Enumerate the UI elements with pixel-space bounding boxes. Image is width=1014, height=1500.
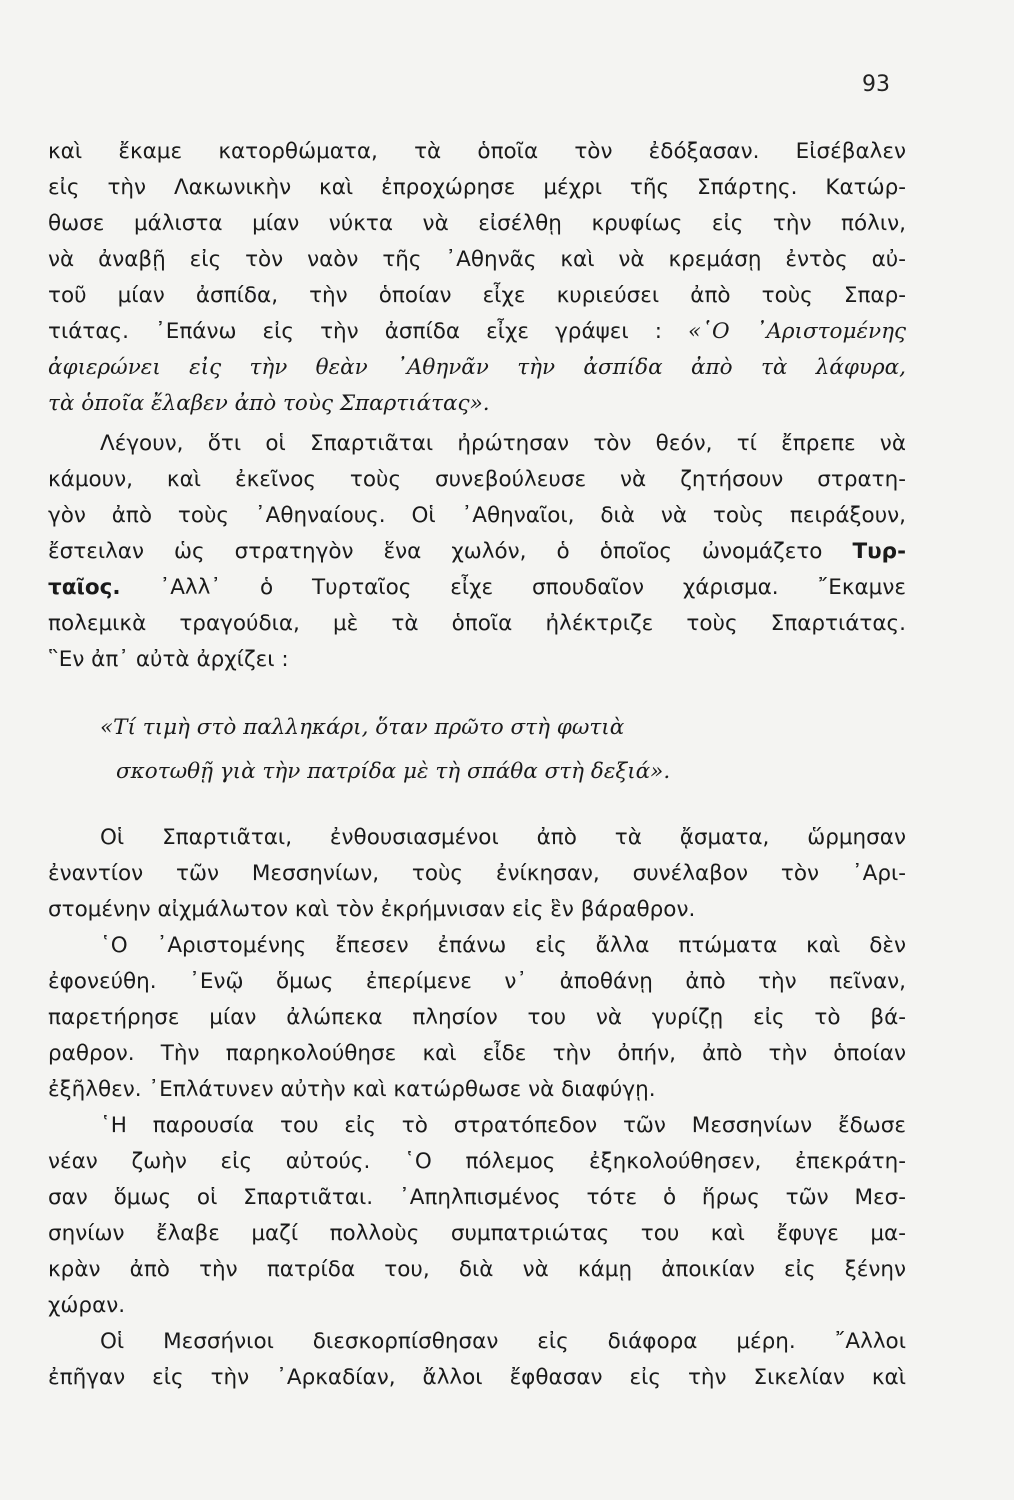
- poem-line: σκοτωθῇ γιὰ τὴν πατρίδα μὲ τὴ σπάθα στὴ δεξιά».: [116, 759, 671, 784]
- text-line: χώραν.: [48, 1293, 126, 1318]
- text-line: κρὰν ἀπὸ τὴν πατρίδα του, διὰ νὰ κάμῃ ἀποικίαν εἰς ξένην: [48, 1257, 906, 1282]
- text-line: νέαν ζωὴν εἰς αὐτούς. ῾Ο πόλεμος ἐξηκολούθησεν, ἐπεκράτη-: [48, 1149, 906, 1174]
- text-line: ῝Εν ἀπ᾿ αὐτὰ ἀρχίζει :: [48, 647, 289, 672]
- text-line: παρετήρησε μίαν ἀλώπεκα πλησίον του νὰ γυρίζῃ εἰς τὸ βά-: [48, 1005, 906, 1030]
- name-highlight: ταῖος.: [48, 575, 121, 600]
- text-line: Οἱ Μεσσήνιοι διεσκορπίσθησαν εἰς διάφορα μέρη. ῎Αλλοι: [100, 1329, 906, 1354]
- inscription-quote-line: ἀφιερώνει εἰς τὴν θεὰν ᾿Αθηνᾶν τὴν ἀσπίδα ἀπὸ τὰ λάφυρα,: [48, 355, 906, 380]
- text-line: σηνίων ἔλαβε μαζί πολλοὺς συμπατριώτας του καὶ ἔφυγε μα-: [48, 1221, 906, 1246]
- text-line: [48, 572, 906, 604]
- text-line: ῾Η παρουσία του εἰς τὸ στρατόπεδον τῶν Μεσσηνίων ἔδωσε: [100, 1113, 906, 1138]
- inscription-quote-line: τὰ ὁποῖα ἔλαβεν ἀπὸ τοὺς Σπαρτιάτας».: [48, 391, 490, 416]
- page-number: 93: [862, 72, 890, 97]
- text-line: γὸν ἀπὸ τοὺς ᾿Αθηναίους. Οἱ ᾿Αθηναῖοι, διὰ νὰ τοὺς πειράξουν,: [48, 503, 906, 528]
- text-segment: τιάτας. ᾿Επάνω εἰς τὴν ἀσπίδα εἶχε γράψει :: [48, 319, 662, 344]
- text-line: ἐξῆλθεν. ᾿Επλάτυνεν αὐτὴν καὶ κατώρθωσε νὰ διαφύγῃ.: [48, 1077, 656, 1102]
- name-highlight: Τυρ-: [852, 539, 906, 564]
- text-line: θωσε μάλιστα μίαν νύκτα νὰ εἰσέλθῃ κρυφίως εἰς τὴν πόλιν,: [48, 211, 906, 236]
- text-line: ῾Ο ᾿Αριστομένης ἔπεσεν ἐπάνω εἰς ἄλλα πτώματα καὶ δὲν: [100, 933, 906, 958]
- text-line: πολεμικὰ τραγούδια, μὲ τὰ ὁποῖα ἠλέκτριζε τοὺς Σπαρτιάτας.: [48, 611, 906, 636]
- text-line: Λέγουν, ὅτι οἱ Σπαρτιᾶται ἠρώτησαν τὸν θεόν, τί ἔπρεπε νὰ: [100, 431, 906, 456]
- text-line: τοῦ μίαν ἀσπίδα, τὴν ὁποίαν εἶχε κυριεύσει ἀπὸ τοὺς Σπαρ-: [48, 283, 906, 308]
- text-line: ἐναντίον τῶν Μεσσηνίων, τοὺς ἐνίκησαν, συνέλαβον τὸν ᾿Αρι-: [48, 861, 906, 886]
- text-line: [48, 536, 906, 568]
- text-line: Οἱ Σπαρτιᾶται, ἐνθουσιασμένοι ἀπὸ τὰ ᾄσματα, ὥρμησαν: [100, 825, 906, 850]
- text-segment: ᾿Αλλ᾿ ὁ Τυρταῖος εἶχε σπουδαῖον χάρισμα. ῎Εκαμνε: [159, 575, 906, 600]
- text-line: στομένην αἰχμάλωτον καὶ τὸν ἐκρήμνισαν εἰς ἓν βάραθρον.: [48, 897, 696, 922]
- text-line: ἐπῆγαν εἰς τὴν ᾿Αρκαδίαν, ἄλλοι ἔφθασαν εἰς τὴν Σικελίαν καὶ: [48, 1365, 906, 1390]
- text-line: [48, 316, 906, 348]
- text-line: κάμουν, καὶ ἐκεῖνος τοὺς συνεβούλευσε νὰ ζητήσουν στρατη-: [48, 467, 906, 492]
- text-line: εἰς τὴν Λακωνικὴν καὶ ἐπροχώρησε μέχρι τῆς Σπάρτης. Κατώρ-: [48, 175, 906, 200]
- text-line: καὶ ἔκαμε κατορθώματα, τὰ ὁποῖα τὸν ἐδόξασαν. Εἰσέβαλεν: [48, 139, 906, 164]
- text-line: σαν ὅμως οἱ Σπαρτιᾶται. ᾿Απηλπισμένος τότε ὁ ἥρως τῶν Μεσ-: [48, 1185, 906, 1210]
- text-line: ἐφονεύθη. ᾿Ενῷ ὅμως ἐπερίμενε ν᾿ ἀποθάνῃ ἀπὸ τὴν πεῖναν,: [48, 969, 906, 994]
- text-line: ραθρον. Τὴν παρηκολούθησε καὶ εἶδε τὴν ὀπήν, ἀπὸ τὴν ὁποίαν: [48, 1041, 906, 1066]
- text-line: νὰ ἀναβῇ εἰς τὸν ναὸν τῆς ᾿Αθηνᾶς καὶ νὰ κρεμάσῃ ἐντὸς αὐ-: [48, 247, 906, 272]
- inscription-quote: «῾Ο ᾿Αριστομένης: [688, 319, 906, 344]
- text-segment: ἔστειλαν ὡς στρατηγὸν ἕνα χωλόν, ὁ ὁποῖος ὠνομάζετο: [48, 539, 823, 564]
- poem-line: «Τί τιμὴ στὸ παλληκάρι, ὅταν πρῶτο στὴ φωτιὰ: [100, 715, 625, 740]
